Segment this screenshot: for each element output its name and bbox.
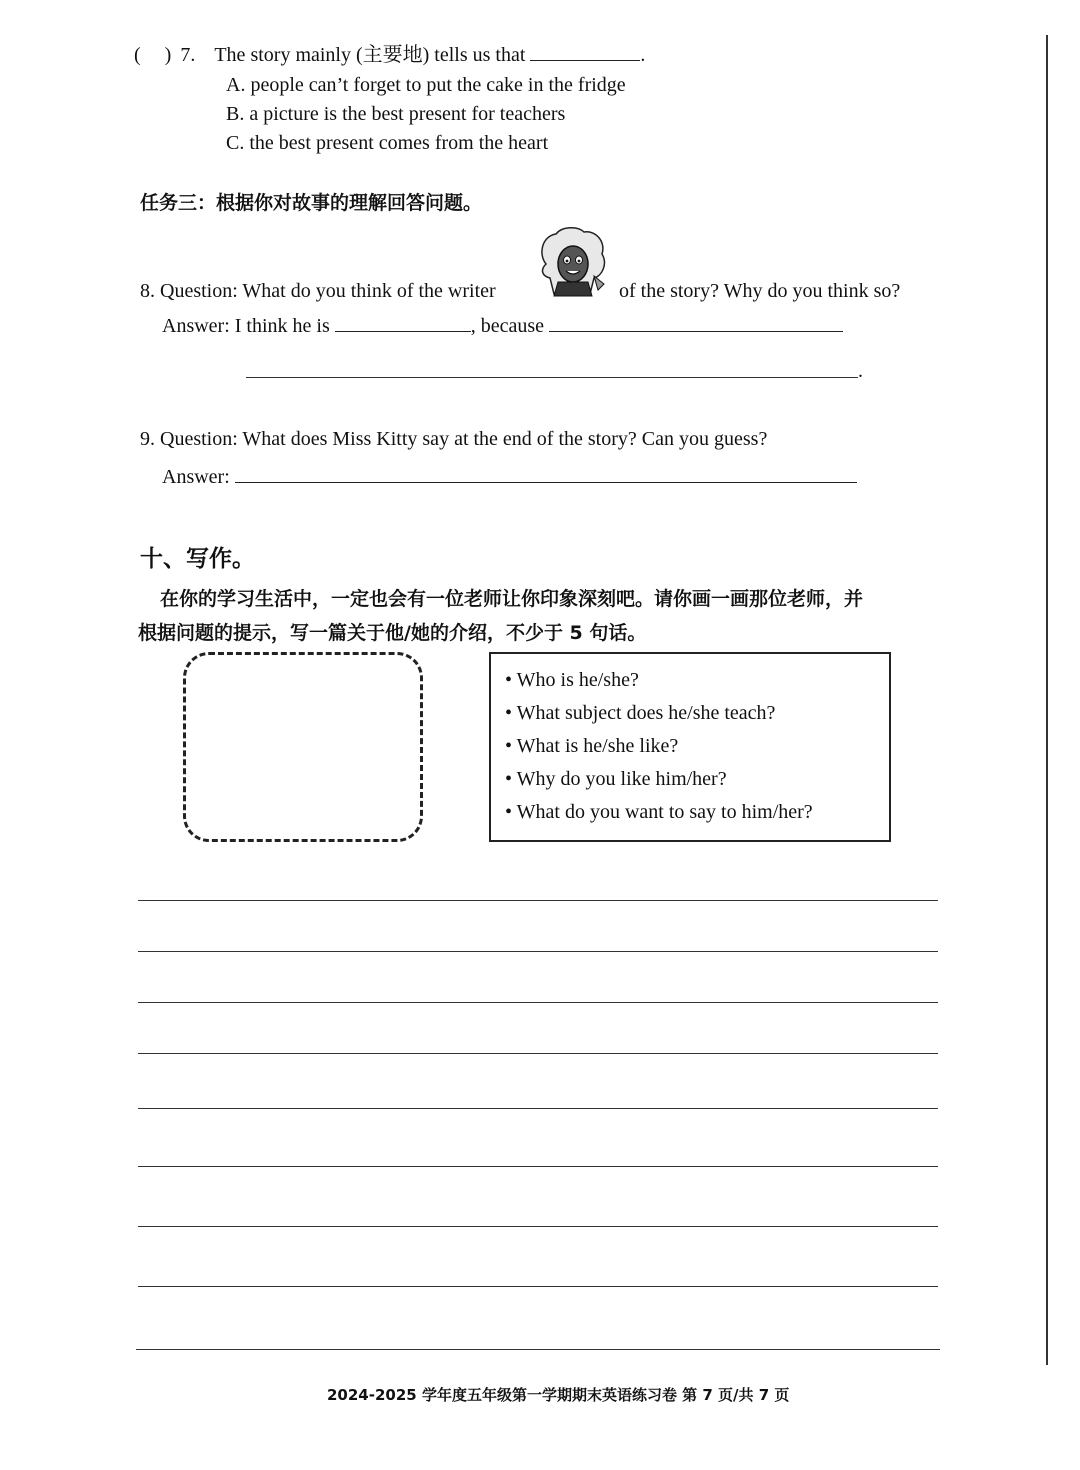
q8-question-part2: of the story? Why do you think so? [619,280,901,302]
q9-answer-blank[interactable] [235,464,857,483]
writing-line[interactable] [138,1108,938,1109]
writing-line[interactable] [138,1002,938,1003]
writing-line[interactable] [138,900,938,901]
q9-answer-label: Answer: [162,466,230,488]
q7-option-b: B. a picture is the best present for teachers [226,103,566,125]
section10-heading: 十、写作。 [140,546,255,572]
q8-answer-line [162,313,843,339]
writing-line[interactable] [138,951,938,952]
page-edge-line [1046,35,1048,1365]
q7-stem-text: The story mainly (主要地) tells us that [214,44,526,66]
hint-item: • What subject does he/she teach? [505,702,776,724]
writing-line[interactable] [138,1166,938,1167]
hint-item: • What do you want to say to him/her? [505,801,813,823]
writing-hints-box [489,652,891,842]
q7-stem [134,42,645,68]
q8-adjective-blank[interactable] [335,313,471,332]
hint-item: • What is he/she like? [505,735,679,757]
q9-question: 9. Question: What does Miss Kitty say at the end of the story? Can you guess? [140,428,768,450]
q7-number: 7. [180,44,196,66]
q8-question-part1: 8. Question: What do you think of the writer [140,280,496,302]
hint-item: • Who is he/she? [505,669,639,691]
q8-reason-blank-line2[interactable] [246,377,858,378]
section10-instruction-line1: 在你的学习生活中，一定也会有一位老师让你印象深刻吧。请你画一画那位老师，并 [160,588,864,610]
q7-option-c: C. the best present comes from the heart [226,132,549,154]
q8-because-label: , because [470,315,545,337]
q7-period: . [640,44,646,66]
writing-line[interactable] [138,1226,938,1227]
writing-line[interactable] [138,1053,938,1054]
q8-end-period: . [858,360,863,382]
q9-answer-line [162,464,857,490]
writing-line[interactable] [136,1349,940,1350]
page-footer: 2024-2025 学年度五年级第一学期期末英语练习卷 第 7 页/共 7 页 [327,1386,790,1404]
writing-line[interactable] [138,1286,938,1287]
q7-answer-blank[interactable] [530,42,640,61]
q7-paren-close: ) [164,44,172,66]
hint-item: • Why do you like him/her? [505,768,727,790]
q8-reason-blank[interactable] [549,313,843,332]
teacher-drawing-area[interactable] [183,652,423,842]
q8-answer-label: Answer: I think he is [162,315,330,337]
section10-instruction-line2: 根据问题的提示，写一篇关于他/她的介绍，不少于 5 句话。 [138,622,647,644]
q7-option-a: A. people can’t forget to put the cake in the fridge [226,74,626,96]
task3-heading: 任务三：根据你对故事的理解回答问题。 [140,192,483,214]
writer-illustration [532,224,614,302]
q7-paren-open: ( [134,44,141,66]
